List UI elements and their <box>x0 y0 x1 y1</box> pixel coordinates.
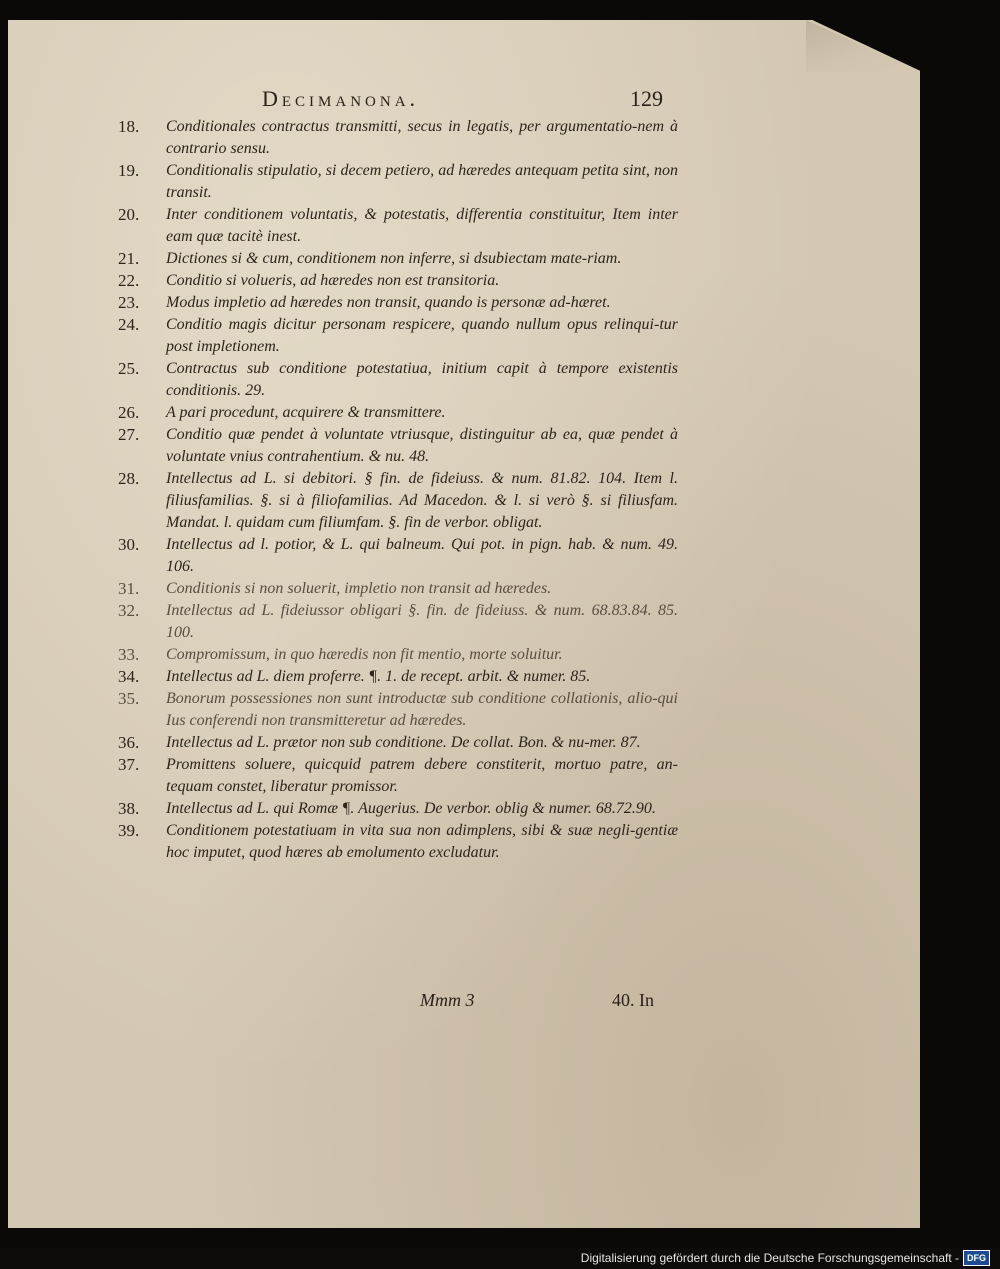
entry-text: A pari procedunt, acquirere & transmittere. <box>166 404 446 421</box>
entry-text: Dictiones si & cum, conditionem non inferre, si dsubiectam mate-riam. <box>166 250 622 267</box>
catchword: 40. In <box>612 990 654 1010</box>
index-entry <box>118 270 678 292</box>
signature-mark: Mmm 3 <box>420 990 475 1010</box>
entry-text: Conditionem potestatiuam in vita sua non adimplens, sibi & suæ negli-gentiæ hoc imputet, quod hæres ab emolumento excludatur. <box>166 822 678 861</box>
index-entry <box>118 402 678 424</box>
entry-text: Conditio quæ pendet à voluntate vtriusque, distinguitur ab ea, quæ pendet à voluntate vnius contrahentium. & nu. 48. <box>166 426 678 465</box>
digitization-credit <box>581 1248 990 1267</box>
entry-number: 38. <box>118 799 140 818</box>
index-entry <box>118 468 678 534</box>
index-entry <box>118 160 678 204</box>
entry-number: 32. <box>118 601 140 620</box>
entry-text: Conditionalis stipulatio, si decem petiero, ad hæredes antequam petita sint, non transit. <box>166 162 678 201</box>
entry-text: Intellectus ad L. si debitori. § fin. de fideiuss. & num. 81.82. 104. Item l. filiusfamilias. §. si à filiofamilias. Ad Macedon. & l. si verò §. si filiusfam. Mandat. l. quidam cum filiumfam. §. fin de verbor. obligat. <box>166 470 678 531</box>
entry-number: 37. <box>118 755 140 774</box>
entry-text: Conditionales contractus transmitti, secus in legatis, per argumentatio-nem à contrario sensu. <box>166 118 678 157</box>
entry-number: 36. <box>118 733 140 752</box>
entry-text: Intellectus ad L. qui Romæ ¶. Augerius. De verbor. oblig & numer. 68.72.90. <box>166 800 656 817</box>
entry-text: Bonorum possessiones non sunt introductæ sub conditione collationis, alio-qui Ius conferendi non transmitteretur ad hæredes. <box>166 690 678 729</box>
running-header-title: Decimanona. <box>262 86 420 111</box>
entry-text: Intellectus ad L. prætor non sub conditione. De collat. Bon. & nu-mer. 87. <box>166 734 641 751</box>
entry-text: Compromissum, in quo hæredis non fit mentio, morte soluitur. <box>166 646 563 663</box>
index-entry <box>118 644 678 666</box>
index-entry <box>118 358 678 402</box>
index-entry <box>118 666 678 688</box>
index-entry <box>118 424 678 468</box>
dfg-logo-icon: DFG <box>963 1250 990 1266</box>
index-entry <box>118 732 678 754</box>
entry-number: 33. <box>118 645 140 664</box>
entry-number: 23. <box>118 293 140 312</box>
entry-text: Modus impletio ad hæredes non transit, quando is personæ ad-hæret. <box>166 294 611 311</box>
index-entry <box>118 600 678 644</box>
entry-text: Promittens soluere, quicquid patrem debere constiterit, mortuo patre, an-tequam constet, liberatur promissor. <box>166 756 678 795</box>
entry-text: Intellectus ad L. diem proferre. ¶. 1. de recept. arbit. & numer. 85. <box>166 668 591 685</box>
entry-number: 18. <box>118 117 140 136</box>
entry-number: 27. <box>118 425 140 444</box>
index-entry <box>118 204 678 248</box>
entry-number: 30. <box>118 535 140 554</box>
entry-number: 19. <box>118 161 140 180</box>
index-entry <box>118 248 678 270</box>
credit-text: Digitalisierung gefördert durch die Deutsche Forschungsgemeinschaft - <box>580 1250 959 1265</box>
index-entry <box>118 820 678 864</box>
entry-number: 26. <box>118 403 140 422</box>
index-entry <box>118 688 678 732</box>
index-entry <box>118 534 678 578</box>
index-entry <box>118 578 678 600</box>
entry-number: 21. <box>118 249 140 268</box>
entry-number: 31. <box>118 579 140 598</box>
entry-text: Intellectus ad l. potior, & L. qui balneum. Qui pot. in pign. hab. & num. 49. 106. <box>166 536 678 575</box>
entry-text: Conditionis si non soluerit, impletio non transit ad hæredes. <box>166 580 552 597</box>
index-entry <box>118 798 678 820</box>
entry-number: 25. <box>118 359 140 378</box>
entry-number: 39. <box>118 821 140 840</box>
entry-number: 34. <box>118 667 140 686</box>
entry-number: 28. <box>118 469 140 488</box>
entry-number: 35. <box>118 689 140 708</box>
entry-number: 22. <box>118 271 140 290</box>
entry-number: 20. <box>118 205 140 224</box>
index-entry-list <box>118 116 678 864</box>
entry-text: Contractus sub conditione potestatiua, initium capit à tempore existentis conditionis. 29. <box>166 360 678 399</box>
index-entry <box>118 116 678 160</box>
index-entry <box>118 314 678 358</box>
entry-text: Conditio si volueris, ad hæredes non est transitoria. <box>166 272 500 289</box>
entry-text: Conditio magis dicitur personam respicere, quando nullum opus relinqui-tur post impletionem. <box>166 316 678 355</box>
entry-text: Inter conditionem voluntatis, & potestatis, differentia constituitur, Item inter eam quæ tacitè inest. <box>166 206 678 245</box>
index-entry <box>118 754 678 798</box>
index-entry <box>118 292 678 314</box>
entry-number: 24. <box>118 315 140 334</box>
entry-text: Intellectus ad L. fideiussor obligari §. fin. de fideiuss. & num. 68.83.84. 85. 100. <box>166 602 678 641</box>
page-number: 129 <box>630 86 663 111</box>
